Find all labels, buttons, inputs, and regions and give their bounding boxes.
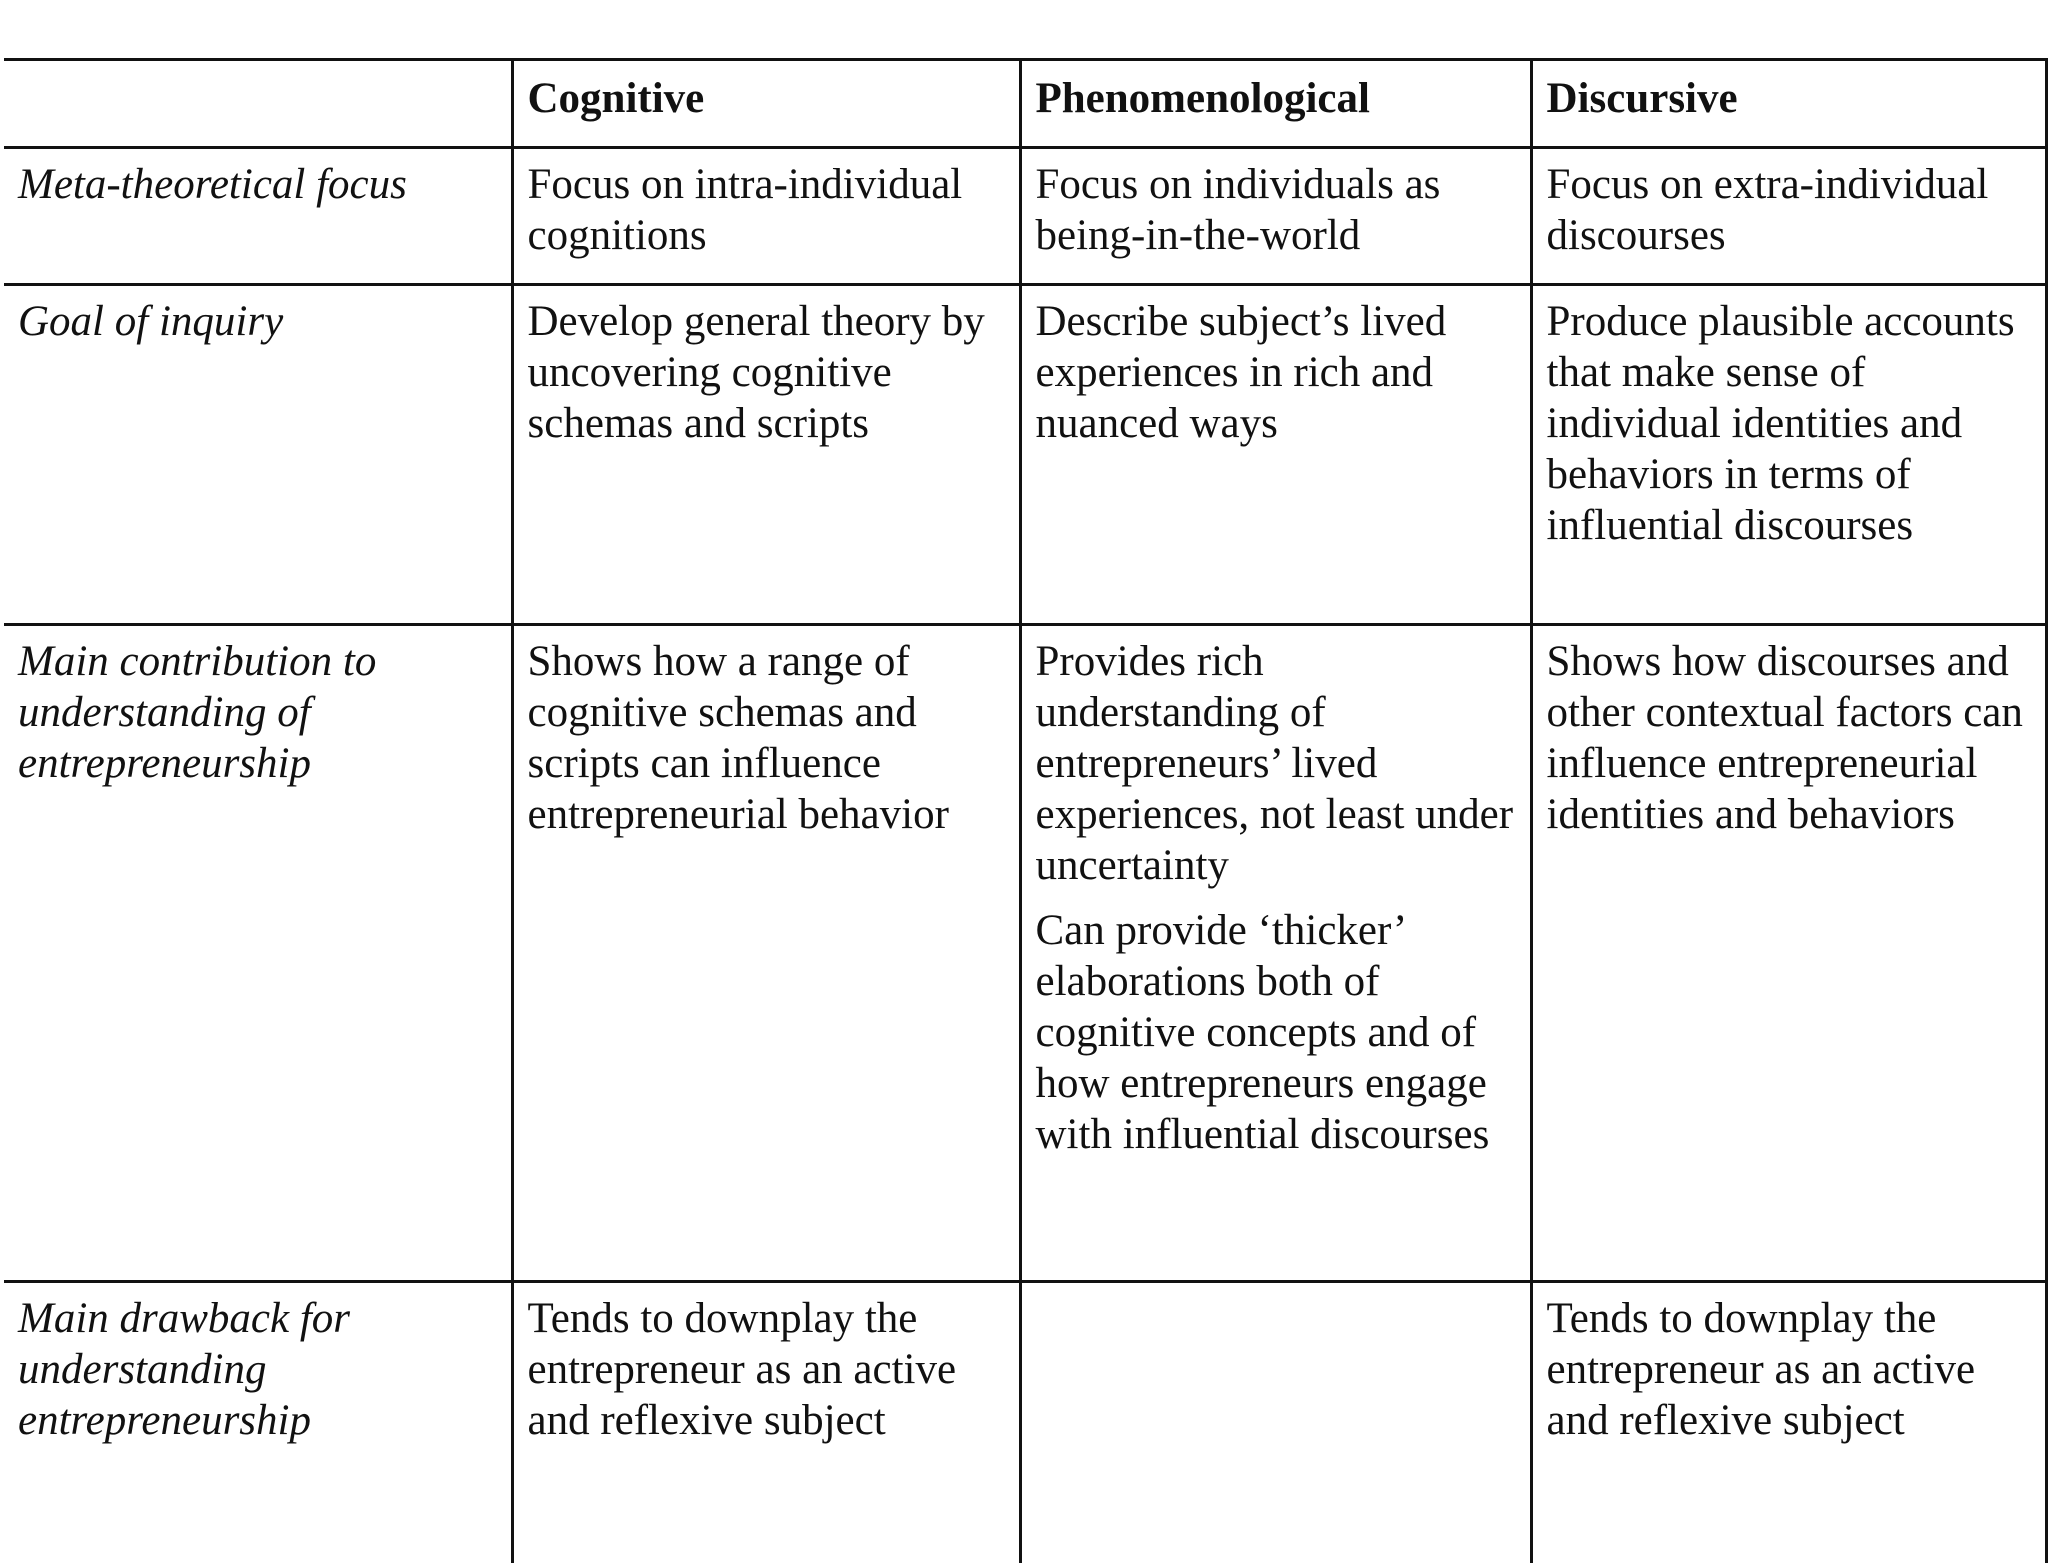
- table-cell: [1531, 148, 2046, 285]
- table-cell-empty: [1020, 1282, 1531, 1563]
- table-row: [4, 625, 2046, 1282]
- table-header-row: [4, 60, 2046, 148]
- row-label: Main contribution to understanding of entrepreneurship: [4, 625, 512, 1282]
- table-cell: [512, 1282, 1020, 1563]
- cell-text: Develop general theory by uncovering cognitive schemas and scripts: [528, 296, 1005, 449]
- header-cell-phenomenological: Phenomenological: [1020, 60, 1531, 148]
- comparison-table: [4, 58, 2048, 1563]
- cell-text: Focus on intra-individual cognitions: [528, 159, 1005, 261]
- table-cell: [1020, 148, 1531, 285]
- cell-text: Tends to downplay the entrepreneur as an active and reflexive subject: [528, 1293, 1005, 1446]
- table-cell: [1020, 285, 1531, 625]
- cell-text: Focus on extra-individual discourses: [1547, 159, 2031, 261]
- cell-text: Describe subject’s lived experiences in rich and nuanced ways: [1036, 296, 1516, 449]
- cell-text: Shows how discourses and other contextual factors can influence entrepreneurial identities and behaviors: [1547, 636, 2031, 840]
- table-row: [4, 1282, 2046, 1563]
- table-cell: [1531, 1282, 2046, 1563]
- header-cell-discursive: Discursive: [1531, 60, 2046, 148]
- table-cell: [512, 625, 1020, 1282]
- cell-text: Produce plausible accounts that make sense of individual identities and behaviors in terms of influential discourses: [1547, 296, 2031, 551]
- table-cell: [1531, 625, 2046, 1282]
- header-cell-cognitive: Cognitive: [512, 60, 1020, 148]
- table-row: [4, 285, 2046, 625]
- table-cell: [512, 148, 1020, 285]
- cell-text: Tends to downplay the entrepreneur as an active and reflexive subject: [1547, 1293, 2031, 1446]
- table-cell: [1531, 285, 2046, 625]
- cell-text: Focus on individuals as being-in-the-world: [1036, 159, 1516, 261]
- header-cell-empty: [4, 60, 512, 148]
- cell-text: Provides rich understanding of entrepreneurs’ lived experiences, not least under uncertainty: [1036, 636, 1516, 891]
- table-row: [4, 148, 2046, 285]
- row-label: Meta-theoretical focus: [4, 148, 512, 285]
- table-cell: [512, 285, 1020, 625]
- row-label: Goal of inquiry: [4, 285, 512, 625]
- row-label: Main drawback for understanding entrepreneurship: [4, 1282, 512, 1563]
- cell-text: Shows how a range of cognitive schemas and scripts can influence entrepreneurial behavior: [528, 636, 1005, 840]
- cell-text: Can provide ‘thicker’ elaborations both of cognitive concepts and of how entrepreneurs engage with influential discourses: [1036, 905, 1516, 1160]
- table-cell: [1020, 625, 1531, 1282]
